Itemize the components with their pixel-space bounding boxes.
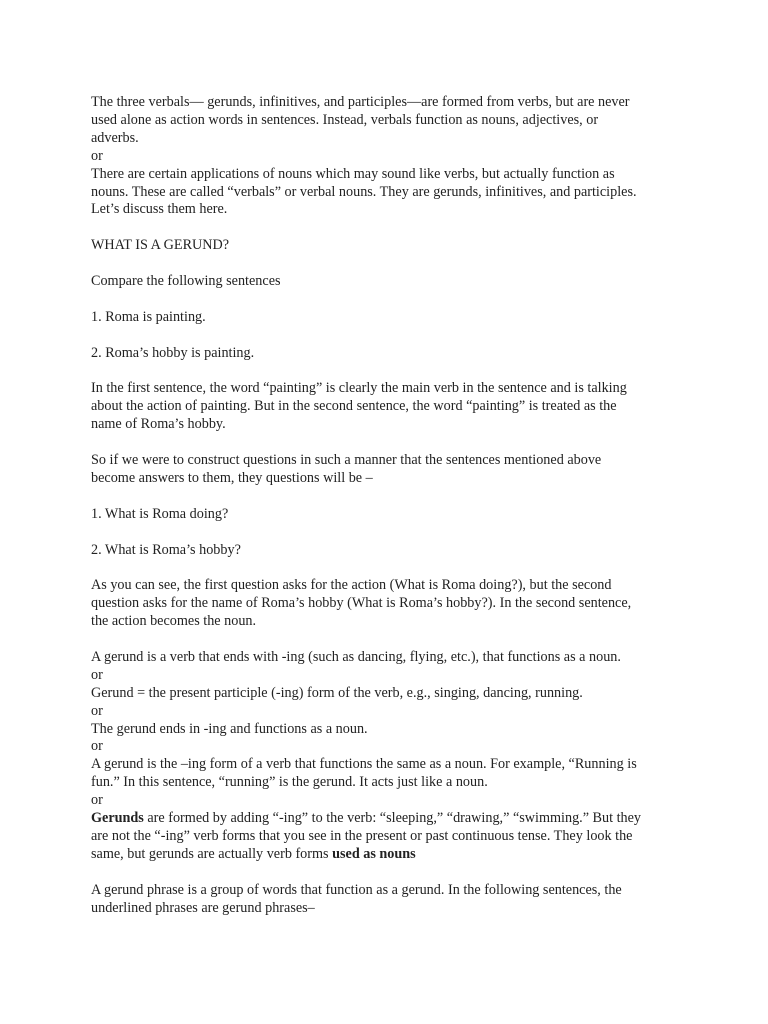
text-line: about the action of painting. But in the second sentence, the word “painting” is treated as the (91, 398, 617, 415)
or-separator: or (91, 738, 103, 755)
definition-1: A gerund is a verb that ends with -ing (such as dancing, flying, etc.), that functions as a noun. (91, 648, 621, 665)
verbals-paragraph (91, 166, 688, 220)
text-line: Let’s discuss them here. (91, 201, 228, 218)
text-line: So if we were to construct questions in such a manner that the sentences mentioned above (91, 452, 602, 469)
text-line: The three verbals— gerunds, infinitives, and participles—are formed from verbs, but are never (91, 94, 630, 110)
explanation-paragraph (91, 380, 688, 434)
example-sentence-2: 2. Roma’s hobby is painting. (91, 344, 255, 361)
intro-paragraph (91, 94, 688, 148)
definition-5-line (91, 810, 688, 828)
definitions-block (91, 649, 688, 864)
text-line: nouns. These are called “verbals” or verbal nouns. They are gerunds, infinitives, and participles. (91, 183, 637, 200)
or-separator: or (91, 666, 103, 683)
text-line: the action becomes the noun. (91, 613, 257, 630)
definition-3: The gerund ends in -ing and functions as a noun. (91, 720, 368, 737)
definition-2: Gerund = the present participle (-ing) form of the verb, e.g., singing, dancing, running. (91, 684, 583, 701)
text-line: question asks for the name of Roma’s hobby (What is Roma’s hobby?). In the second sentence, (91, 595, 632, 612)
bold-term: Gerunds (91, 810, 144, 827)
definition-5-line (91, 846, 688, 864)
example-sentence-1: 1. Roma is painting. (91, 308, 206, 325)
analysis-paragraph (91, 577, 688, 631)
text-run: are formed by adding “-ing” to the verb: “sleeping,” “drawing,” “swimming.” But they (143, 810, 642, 827)
section-heading: WHAT IS A GERUND? (91, 237, 230, 254)
or-separator: or (91, 702, 103, 719)
text-line: adverbs. (91, 129, 139, 146)
definition-4-line: A gerund is the –ing form of a verb that functions the same as a noun. For example, “Running is (91, 756, 637, 773)
or-separator: or (91, 147, 103, 164)
gerund-phrase-paragraph (91, 882, 688, 918)
text-line: used alone as action words in sentences. Instead, verbals function as nouns, adjectives, or (91, 111, 599, 128)
text-run: same, but gerunds are actually verb forms (91, 845, 333, 862)
or-separator: or (91, 792, 103, 809)
question-2: 2. What is Roma’s hobby? (91, 541, 241, 558)
text-line: underlined phrases are gerund phrases– (91, 899, 315, 916)
text-line: A gerund phrase is a group of words that function as a gerund. In the following sentences, the (91, 881, 622, 898)
text-line: become answers to them, they questions will be – (91, 469, 373, 486)
text-line: name of Roma’s hobby. (91, 416, 226, 433)
definition-5-line: are not the “-ing” verb forms that you see in the present or past continuous tense. They look the (91, 828, 633, 844)
compare-text: Compare the following sentences (91, 273, 281, 290)
text-line: In the first sentence, the word “painting” is clearly the main verb in the sentence and is talking (91, 380, 627, 397)
text-line: There are certain applications of nouns which may sound like verbs, but actually function as (91, 165, 615, 182)
definition-4-line: fun.” In this sentence, “running” is the gerund. It acts just like a noun. (91, 774, 488, 791)
bold-term: used as nouns (332, 845, 416, 862)
questions-intro-paragraph (91, 452, 688, 488)
text-line: As you can see, the first question asks for the action (What is Roma doing?), but the second (91, 577, 612, 594)
question-1: 1. What is Roma doing? (91, 505, 229, 522)
